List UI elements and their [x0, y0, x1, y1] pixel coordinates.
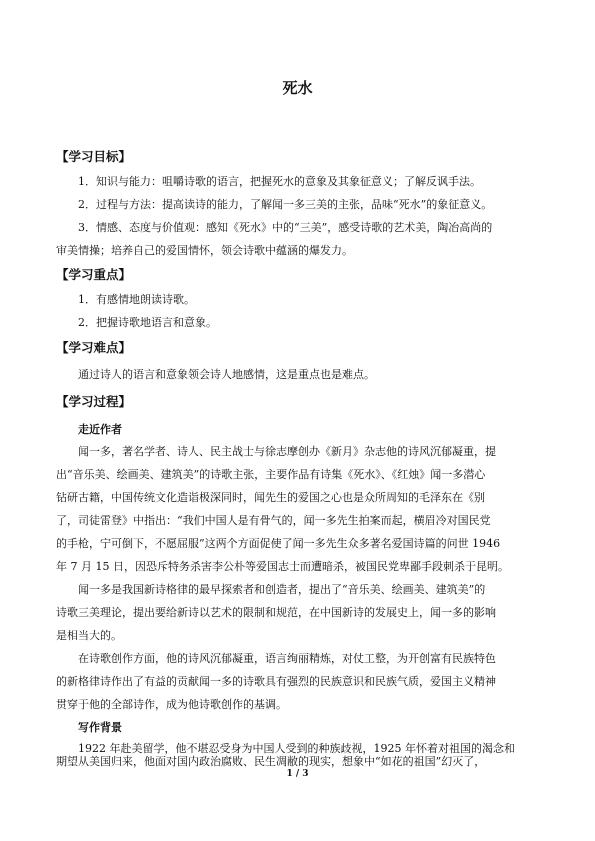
author-line-7: 闻一多是我国新诗格律的最早探索者和创造者，提出了“音乐美、绘画美、建筑美”的	[78, 583, 486, 596]
subheading-author: 走近作者	[78, 423, 122, 436]
author-line-1: 闻一多，著名学者、诗人、民主战士与徐志摩创办《新月》杂志他的诗风沉郁凝重，提	[78, 445, 496, 458]
author-line-9: 是相当大的。	[56, 629, 122, 642]
author-line-8: 诗歌三美理论，提出要给新诗以艺术的限制和规范，在中国新诗的发展史上，闻一多的影响	[56, 606, 496, 619]
objective-line-4: 审美情操；培养自己的爱国情怀，领会诗歌中蕴涵的爆发力。	[56, 244, 353, 257]
difficulty-line-1: 通过诗人的语言和意象领会诗人地感情，这是重点也是难点。	[78, 368, 375, 381]
page-number: 1 / 3	[286, 769, 309, 779]
author-line-11: 的新格律诗作出了有益的贡献闻一多的诗歌具有强烈的民族意识和民族气质，爱国主义精神	[56, 675, 496, 688]
author-line-5: 的手枪，宁可倒下，不愿屈服”这两个方面促使了闻一多先生众多著名爱国诗篇的问世 1946	[56, 537, 501, 550]
section-heading-difficulties: 【学习难点】	[56, 340, 132, 355]
author-line-10: 在诗歌创作方面，他的诗风沉郁凝重，语言绚丽精炼，对仗工整，为开创富有民族特色	[78, 652, 496, 665]
objective-line-1: 1．知识与能力：咀嚼诗歌的语言，把握死水的意象及其象征意义；了解反讽手法。	[78, 175, 481, 188]
page-title: 死水	[282, 79, 313, 97]
subheading-background: 写作背景	[78, 721, 122, 734]
author-line-3: 钻研古籍，中国传统文化造诣极深同时，闻先生的爱国之心也是众所周知的毛泽东在《别	[56, 491, 485, 504]
section-heading-objectives: 【学习目标】	[56, 149, 132, 164]
section-heading-process: 【学习过程】	[56, 394, 132, 409]
objective-line-2: 2．过程与方法：提高读诗的能力，了解闻一多三美的主张，品味“死水”的象征意义。	[78, 198, 493, 211]
author-line-6: 年 7 月 15 日，因恐斥特务杀害李公朴等爱国志士而遭暗杀，被国民党卑鄙手段刺杀于昆明。	[56, 560, 509, 573]
author-line-4: 了，司徒雷登》中指出：“我们中国人是有骨气的，闻一多先生拍案而起，横眉冷对国民党	[56, 514, 491, 527]
author-line-2: 出“音乐美、绘画美、建筑美”的诗歌主张，主要作品有诗集《死水》、《红烛》闻一多潜心	[56, 468, 486, 481]
keypoint-line-2: 2．把握诗歌地语言和意象。	[78, 316, 217, 329]
objective-line-3: 3．情感、态度与价值观：感知《死水》中的“三美”，感受诗歌的艺术美，陶冶高尚的	[78, 221, 493, 234]
background-line-1: 1922 年赴美留学，他不堪忍受身为中国人受到的种族歧视，1925 年怀着对祖国的渴念和	[78, 742, 515, 755]
keypoint-line-1: 1．有感情地朗读诗歌。	[78, 293, 195, 306]
background-line-2: 期望从美国归来，他面对国内政治腐败、民生凋敝的现实，想象中“如花的祖国”幻灭了，	[56, 755, 486, 768]
section-heading-keypoints: 【学习重点】	[56, 267, 132, 282]
author-line-12: 贯穿于他的全部诗作，成为他诗歌创作的基调。	[56, 698, 287, 711]
